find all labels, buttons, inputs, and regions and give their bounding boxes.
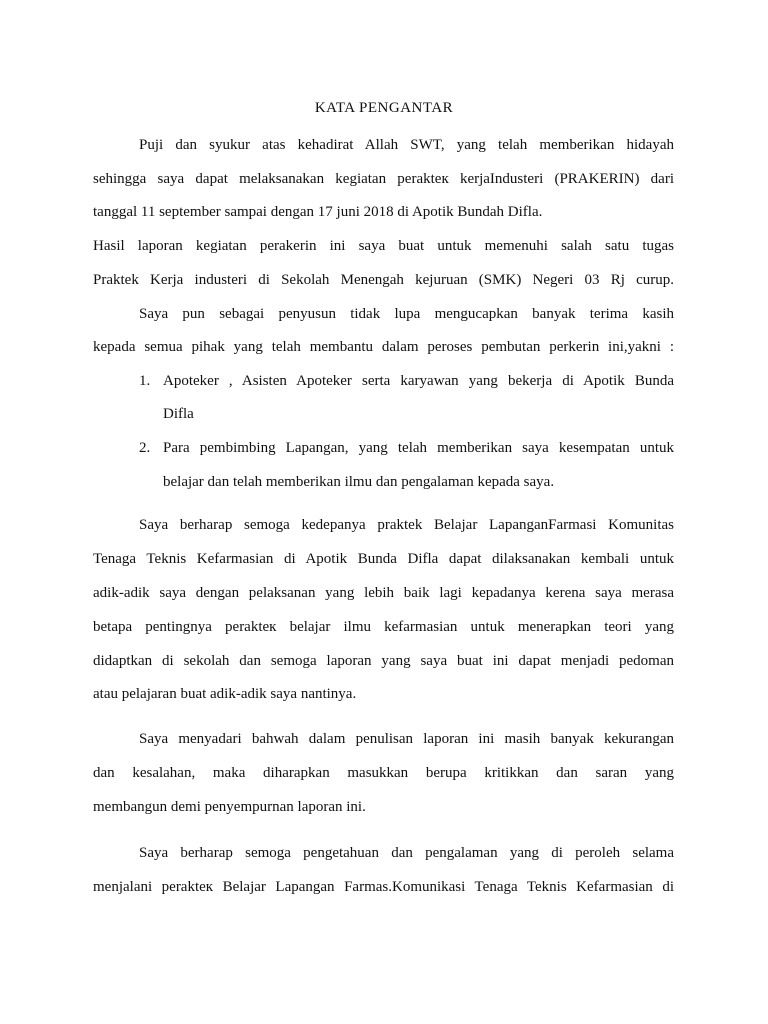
body-line: kepada semua pihak yang telah membantu dalam peroses pembutan perkerin ini,yakni : (93, 339, 674, 355)
body-line: menjalani perakteк Belajar Lapangan Farmas.Komunikasi Tenaga Teknis Kefarmasian di (93, 879, 674, 895)
body-line: Saya pun sebagai penyusun tidak lupa mengucapkan banyak terima kasih (139, 306, 674, 322)
list-item-line: Difla (163, 406, 194, 422)
page-title: KATA PENGANTAR (314, 100, 454, 116)
list-item-line: Apoteker , Asisten Apoteker serta karyawan yang bekerja di Apotik Bunda (163, 373, 674, 389)
body-line: betapa pentingnya perakteк belajar ilmu kefarmasian untuk menerapkan teori yang (93, 619, 674, 635)
body-line: adik-adik saya dengan pelaksanan yang lebih baik lagi kepadanya kerena saya merasa (93, 585, 674, 601)
body-line: didaptkan di sekolah dan semoga laporan yang saya buat ini dapat menjadi pedoman (93, 653, 674, 669)
body-line: Puji dan syukur atas kehadirat Allah SWT, yang telah memberikan hidayah (139, 137, 674, 153)
body-line: Saya berharap semoga pengetahuan dan pengalaman yang di peroleh selama (139, 845, 674, 861)
list-number: 1. (139, 373, 151, 389)
list-item-line: Para pembimbing Lapangan, yang telah memberikan saya kesempatan untuk (163, 440, 674, 456)
body-line: membangun demi penyempurnan laporan ini. (93, 799, 366, 815)
body-line: tanggal 11 september sampai dengan 17 juni 2018 di Apotik Bundah Difla. (93, 204, 543, 220)
list-item-line: belajar dan telah memberikan ilmu dan pengalaman kepada saya. (163, 474, 555, 490)
body-line: Hasil laporan kegiatan perakerin ini saya buat untuk memenuhi salah satu tugas (93, 238, 674, 254)
body-line: Saya berharap semoga kedepanya praktek Belajar LapanganFarmasi Komunitas (139, 517, 674, 533)
body-line: Praktek Kerja industeri di Sekolah Menengah kejuruan (SMK) Negeri 03 Rj curup. (93, 272, 674, 288)
body-line: Tenaga Teknis Kefarmasian di Apotik Bunda Difla dapat dilaksanakan kembali untuk (93, 551, 674, 567)
body-line: Saya menyadari bahwah dalam penulisan laporan ini masih banyak kekurangan (139, 731, 674, 747)
body-line: atau pelajaran buat adik-adik saya nantinya. (93, 686, 357, 702)
body-line: sehingga saya dapat melaksanakan kegiatan perakteк kerjaIndusteri (PRAKERIN) dari (93, 171, 674, 187)
body-line: dan kesalahan, maka diharapkan masukkan berupa kritikkan dan saran yang (93, 765, 674, 781)
list-number: 2. (139, 440, 151, 456)
